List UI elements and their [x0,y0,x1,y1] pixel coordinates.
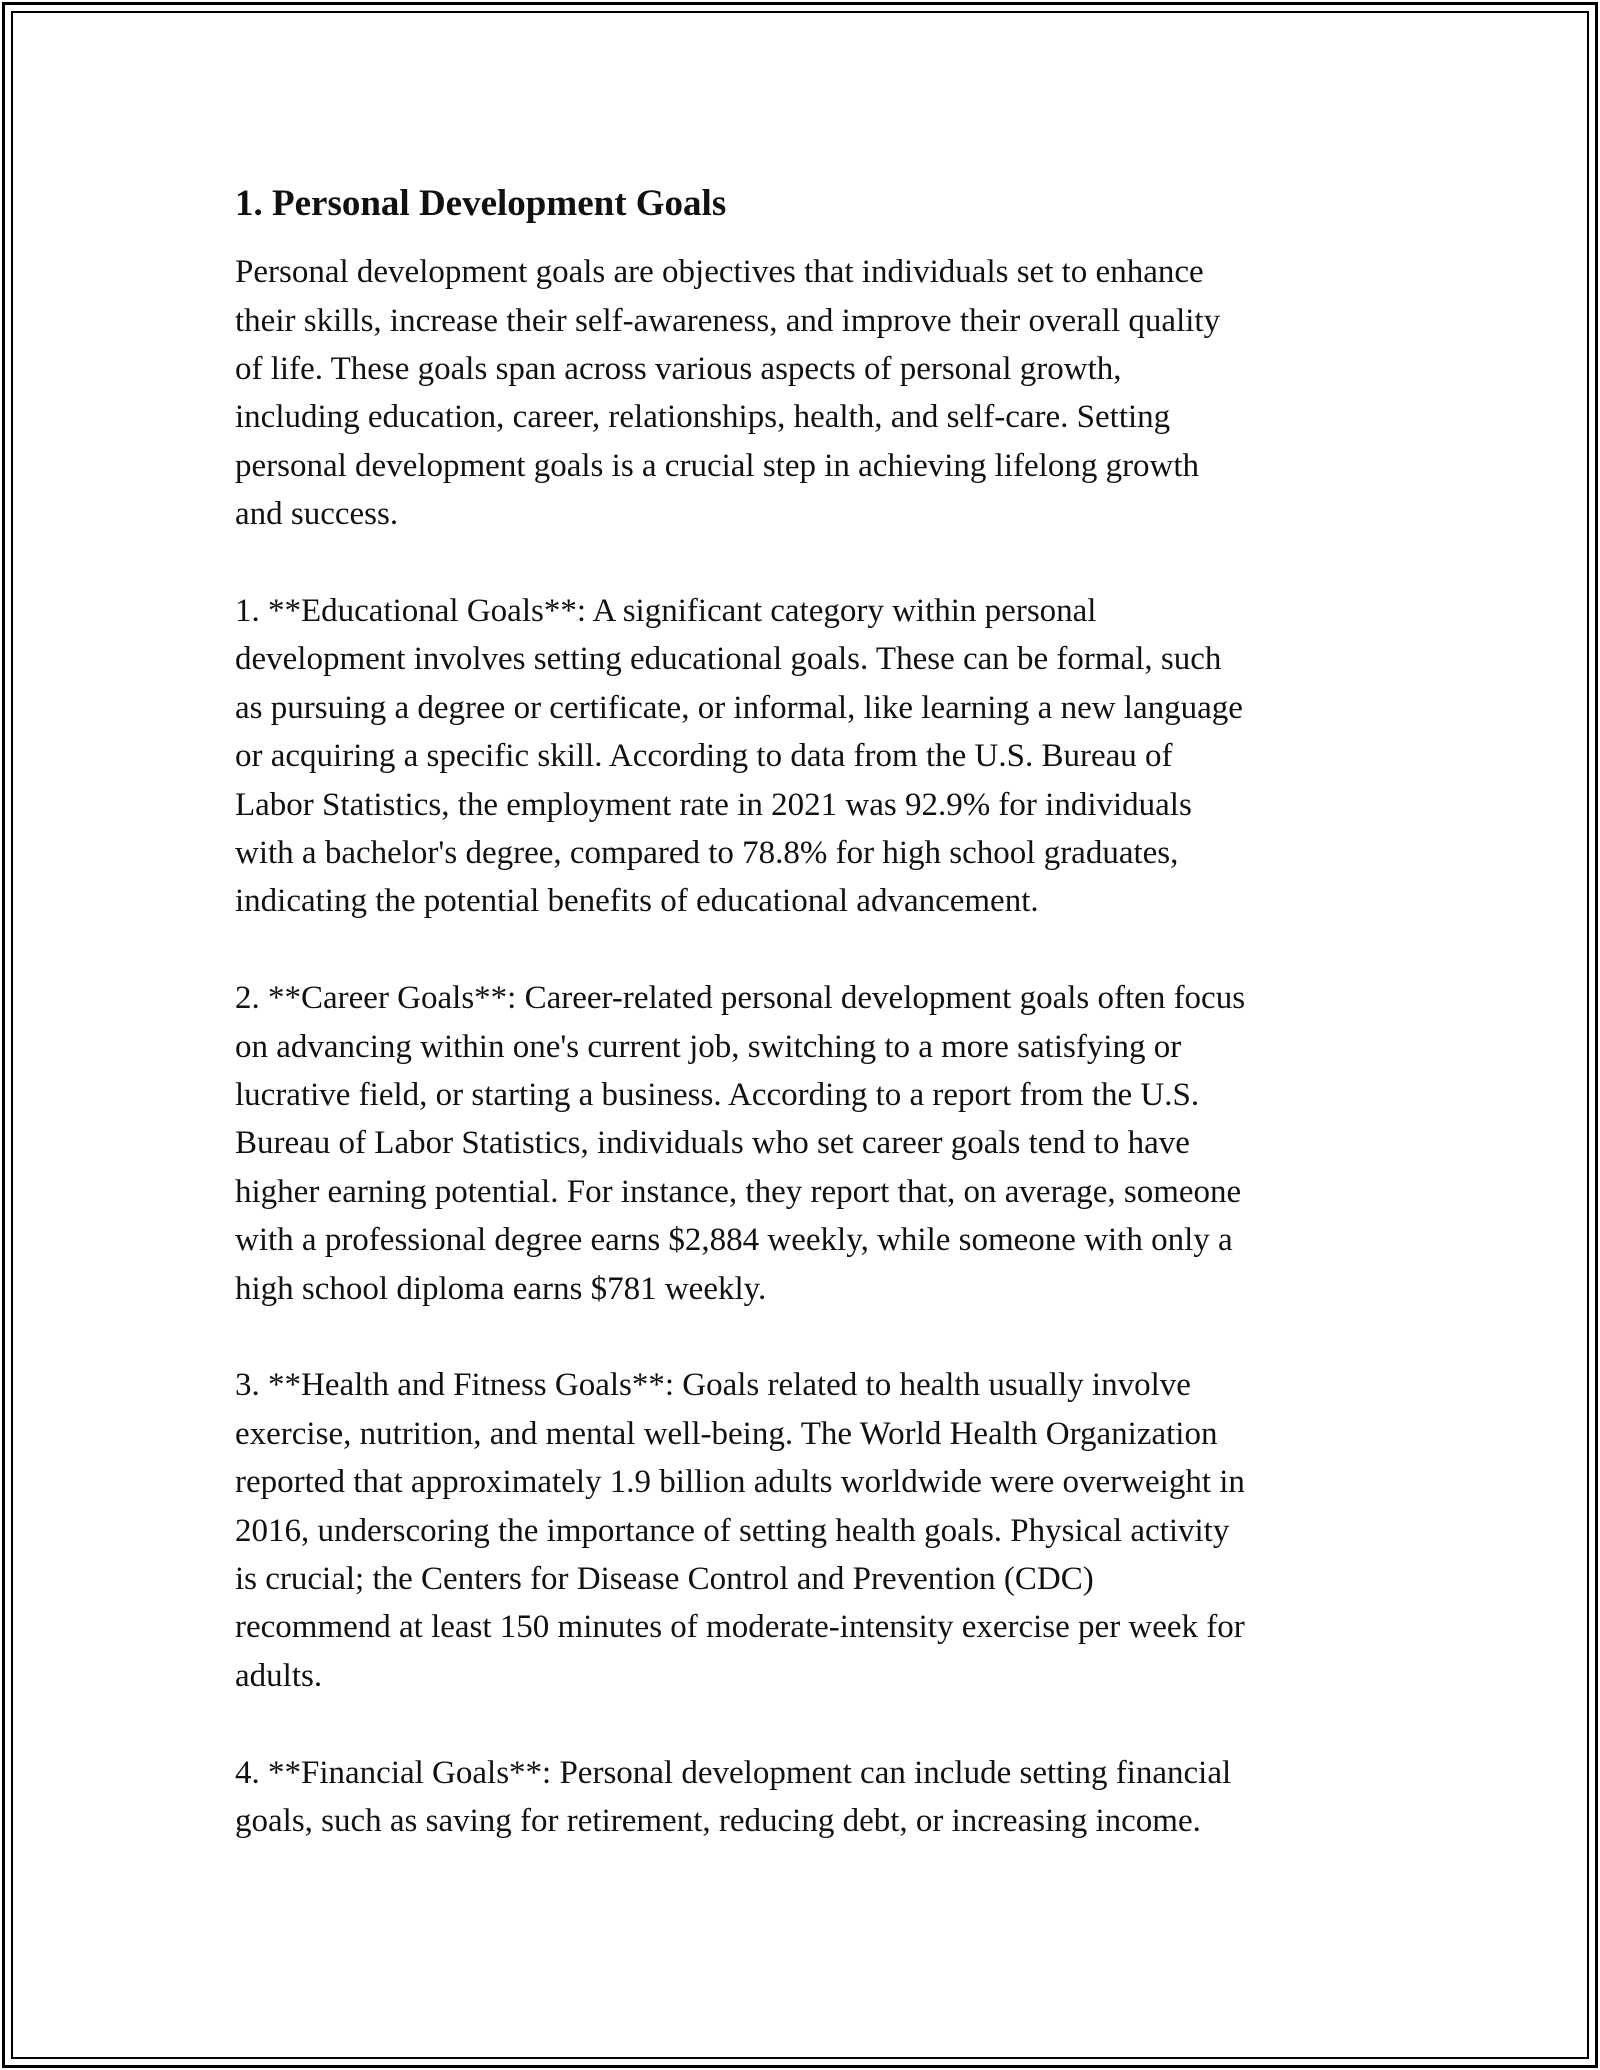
financial-goals-paragraph: 4. **Financial Goals**: Personal development can include setting financial goals, such as saving for retirement, reducing debt, or increasing income. [235,1754,1232,1840]
document-body [235,180,1365,1894]
intro-paragraph: Personal development goals are objectives that individuals set to enhance their skills, increase their self-awareness, and improve their overall quality of life. These goals span across various aspects of personal growth, including education, career, relationships, health, and self-care. Setting personal development goals is a crucial step in achieving lifelong growth and success. [235,254,1221,533]
section-heading: 1. Personal Development Goals [235,183,727,224]
career-goals-paragraph: 2. **Career Goals**: Career-related personal development goals often focus on advancing within one's current job, switching to a more satisfying or lucrative field, or starting a business. According to a report from the U.S. Bureau of Labor Statistics, individuals who set career goals tend to have higher earning potential. For instance, they report that, on average, someone with a professional degree earns $2,884 weekly, while someone with only a high school diploma earns $781 weekly. [235,980,1246,1307]
educational-goals-paragraph: 1. **Educational Goals**: A significant category within personal development involves setting educational goals. These can be formal, such as pursuing a degree or certificate, or informal, like learning a new language or acquiring a specific skill. According to data from the U.S. Bureau of Labor Statistics, the employment rate in 2021 was 92.9% for individuals with a bachelor's degree, compared to 78.8% for high school graduates, indicating the potential benefits of educational advancement. [235,592,1243,920]
health-fitness-goals-paragraph: 3. **Health and Fitness Goals**: Goals related to health usually involve exercise, nutrition, and mental well-being. The World Health Organization reported that approximately 1.9 billion adults worldwide were overweight in 2016, underscoring the importance of setting health goals. Physical activity is crucial; the Centers for Disease Control and Prevention (CDC) recommend at least 150 minutes of moderate-intensity exercise per week for adults. [235,1367,1245,1694]
